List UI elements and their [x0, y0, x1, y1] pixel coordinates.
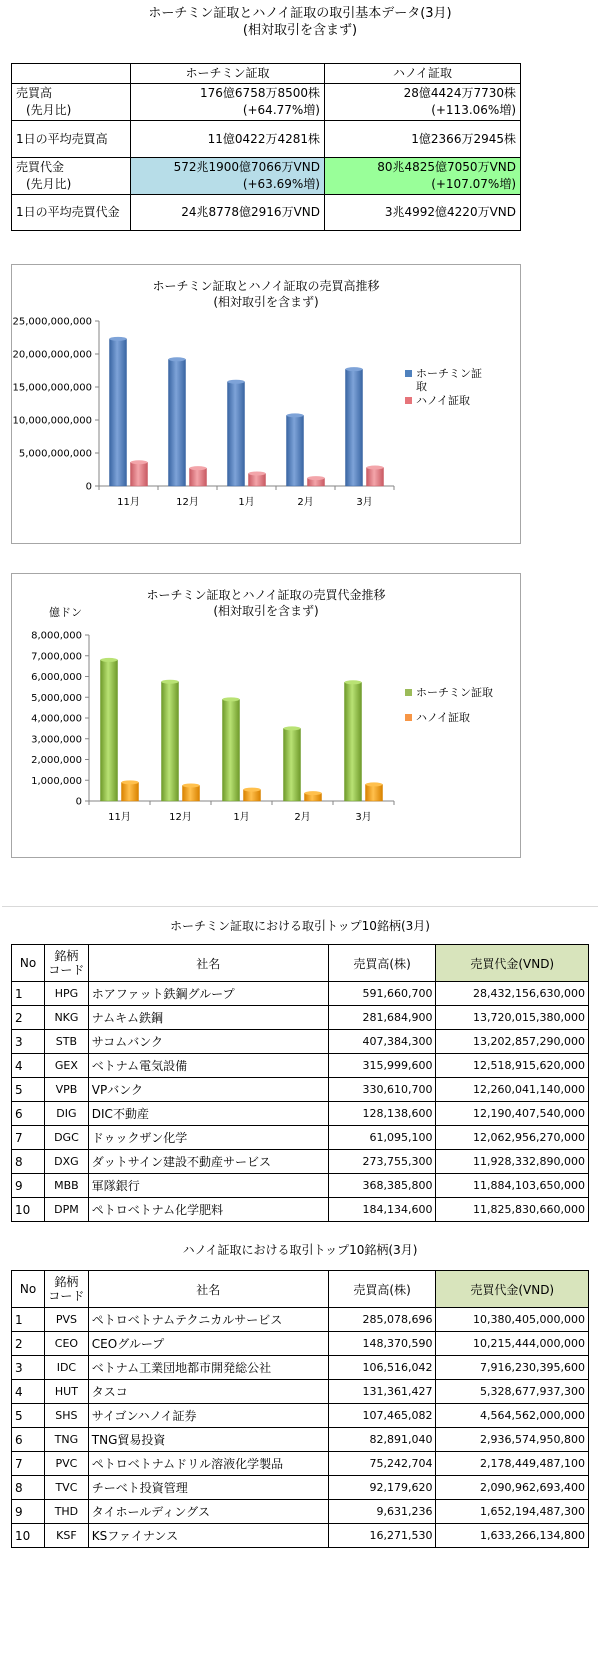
summary-table [11, 63, 521, 231]
bar-cap [169, 357, 186, 361]
legend-item-hcm [405, 686, 515, 699]
table-header-row [12, 945, 589, 982]
row-no: 10 [12, 1198, 45, 1222]
bar-cap [305, 791, 322, 795]
table-row [12, 1126, 589, 1150]
company-name-text: チーベト投資管理 [91, 1481, 188, 1495]
company-name-text: ペトロベトナム化学肥料 [91, 1203, 224, 1217]
row-company-name [88, 1126, 328, 1150]
row-code: DGC [45, 1126, 89, 1150]
bar [110, 339, 127, 486]
legend-item-hnx [405, 711, 515, 724]
table-row [12, 1428, 589, 1452]
company-name-text: ベトナム電気設備 [91, 1059, 188, 1073]
table-row [12, 982, 589, 1006]
header-name: 社名 [88, 1271, 328, 1308]
company-name-text: 軍隊銀行 [91, 1179, 140, 1193]
bar [183, 785, 200, 801]
bar-cap [346, 367, 363, 371]
row-company-name [88, 982, 328, 1006]
row-code: DIG [45, 1102, 89, 1126]
company-name-text: VPバンク [91, 1083, 143, 1097]
table-row [12, 1404, 589, 1428]
row-company-name [88, 1332, 328, 1356]
row-value: 4,564,562,000,000 [436, 1404, 589, 1428]
row-company-name [88, 1054, 328, 1078]
y-tick-label: 10,000,000,000 [12, 415, 92, 427]
header-no: No [12, 1271, 45, 1308]
bar-cap [308, 476, 325, 480]
table-row [12, 1174, 589, 1198]
row-company-name [88, 1078, 328, 1102]
cell-main: 176億6758万8500株 [200, 86, 320, 100]
row-no: 8 [12, 1476, 45, 1500]
row-no: 9 [12, 1174, 45, 1198]
bar [169, 359, 186, 486]
legend-item-hnx [405, 394, 485, 407]
table-row [12, 1524, 589, 1548]
row-company-name [88, 1102, 328, 1126]
row-value: 12,190,407,540,000 [436, 1102, 589, 1126]
header-code [45, 945, 89, 982]
company-name-text: ドゥックザン化学 [91, 1131, 188, 1145]
row-company-name [88, 1308, 328, 1332]
summary-row-label [12, 84, 131, 121]
row-volume: 131,361,427 [328, 1380, 436, 1404]
row-no: 5 [12, 1078, 45, 1102]
legend-item-hcm [405, 367, 485, 393]
x-tick-label: 11月 [108, 812, 131, 823]
summary-cell-hcm [131, 158, 325, 195]
table-row [12, 1308, 589, 1332]
row-no: 2 [12, 1332, 45, 1356]
hcm-top-table [11, 944, 589, 1222]
bar [223, 699, 240, 801]
x-tick-label: 2月 [294, 812, 311, 823]
row-value: 1,633,266,134,800 [436, 1524, 589, 1548]
row-volume: 128,138,600 [328, 1102, 436, 1126]
row-no: 4 [12, 1380, 45, 1404]
table-row [12, 1054, 589, 1078]
bar [345, 682, 362, 801]
row-code: KSF [45, 1524, 89, 1548]
cell-sub: (+113.06%増) [431, 103, 516, 117]
volume-chart [11, 264, 521, 544]
summary-cell-hnx [325, 84, 521, 121]
table-row [12, 1102, 589, 1126]
header-code-line1: 銘柄 [54, 1275, 79, 1289]
row-code: MBB [45, 1174, 89, 1198]
table-header-row [12, 1271, 589, 1308]
row-code: IDC [45, 1356, 89, 1380]
header-volume: 売買高(株) [328, 945, 436, 982]
row-volume: 75,242,704 [328, 1452, 436, 1476]
row-volume: 106,516,042 [328, 1356, 436, 1380]
legend-swatch-hcm [405, 689, 412, 696]
row-code: GEX [45, 1054, 89, 1078]
y-tick-label: 3,000,000 [31, 734, 82, 746]
cell-sub: (+64.77%増) [242, 103, 320, 117]
y-tick-label: 5,000,000,000 [18, 448, 92, 460]
y-tick-label: 20,000,000,000 [12, 349, 92, 361]
row-no: 4 [12, 1054, 45, 1078]
summary-header-hnx: ハノイ証取 [325, 64, 521, 84]
cell-main: 572兆1900億7066万VND [173, 160, 320, 174]
summary-cell-hcm: 24兆8778億2916万VND [131, 195, 325, 231]
value-chart-legend [405, 686, 515, 724]
row-value: 10,215,444,000,000 [436, 1332, 589, 1356]
x-tick-label: 11月 [117, 497, 140, 508]
row-code: THD [45, 1500, 89, 1524]
row-code: VPB [45, 1078, 89, 1102]
header-code-line2: コード [48, 963, 85, 977]
legend-swatch-hcm [405, 370, 412, 377]
bar-cap [287, 413, 304, 417]
bar-cap [244, 788, 261, 792]
row-volume: 407,384,300 [328, 1030, 436, 1054]
bar-cap [223, 697, 240, 701]
cell-main: 80兆4825億7050万VND [377, 160, 516, 174]
bar-cap [110, 337, 127, 341]
table-row [12, 1332, 589, 1356]
company-name-text: CEOグループ [91, 1337, 165, 1351]
bar-cap [367, 466, 384, 470]
bar-cap [131, 460, 148, 464]
row-volume: 273,755,300 [328, 1150, 436, 1174]
y-tick-label: 1,000,000 [31, 775, 82, 787]
row-value: 12,260,041,140,000 [436, 1078, 589, 1102]
row-company-name [88, 1500, 328, 1524]
y-tick-label: 5,000,000 [31, 692, 82, 704]
company-name-text: TNG貿易投資 [91, 1433, 166, 1447]
company-name-text: ダットサイン建設不動産サービス [91, 1155, 271, 1169]
bar-cap [162, 680, 179, 684]
y-tick-label: 0 [85, 481, 92, 493]
value-chart-unit: 億ドン [49, 606, 82, 619]
volume-chart-title-line2: (相対取引を含まず) [213, 295, 319, 309]
y-tick-label: 8,000,000 [31, 630, 82, 642]
row-label-sub: (先月比) [26, 103, 72, 117]
cell-main: 28億4424万7730株 [403, 86, 516, 100]
row-no: 5 [12, 1404, 45, 1428]
bar-cap [183, 783, 200, 787]
row-no: 1 [12, 982, 45, 1006]
row-value: 2,090,962,693,400 [436, 1476, 589, 1500]
row-code: HPG [45, 982, 89, 1006]
summary-cell-hcm [131, 84, 325, 121]
row-value: 12,062,956,270,000 [436, 1126, 589, 1150]
row-code: HUT [45, 1380, 89, 1404]
row-company-name [88, 1476, 328, 1500]
table-row [12, 1078, 589, 1102]
row-value: 11,884,103,650,000 [436, 1174, 589, 1198]
bar [162, 682, 179, 801]
row-value: 1,652,194,487,300 [436, 1500, 589, 1524]
cell-sub: (+107.07%増) [431, 177, 516, 191]
value-chart-title-line2: (相対取引を含まず) [213, 604, 319, 618]
y-tick-label: 0 [75, 796, 82, 808]
company-name-text: ベトナム工業団地都市開発総公社 [91, 1361, 272, 1375]
bar [284, 728, 301, 801]
bar [346, 369, 363, 486]
bar-cap [345, 680, 362, 684]
bar [101, 660, 118, 801]
row-no: 10 [12, 1524, 45, 1548]
row-volume: 315,999,600 [328, 1054, 436, 1078]
row-value: 12,518,915,620,000 [436, 1054, 589, 1078]
summary-title [0, 5, 600, 39]
row-company-name [88, 1524, 328, 1548]
bar [131, 462, 148, 486]
row-code: SHS [45, 1404, 89, 1428]
table-row [12, 1150, 589, 1174]
row-company-name [88, 1428, 328, 1452]
x-tick-label: 12月 [176, 497, 199, 508]
legend-label-hnx: ハノイ証取 [416, 711, 471, 724]
summary-title-line1: ホーチミン証取とハノイ証取の取引基本データ(3月) [148, 6, 452, 21]
row-value: 11,825,830,660,000 [436, 1198, 589, 1222]
row-company-name [88, 1150, 328, 1174]
row-company-name [88, 1030, 328, 1054]
row-volume: 330,610,700 [328, 1078, 436, 1102]
table-row [12, 1006, 589, 1030]
header-no: No [12, 945, 45, 982]
row-no: 8 [12, 1150, 45, 1174]
table-row [12, 1198, 589, 1222]
company-name-text: タイホールディングス [91, 1505, 210, 1519]
header-value: 売買代金(VND) [436, 945, 589, 982]
summary-row-label: 1日の平均売買代金 [12, 195, 131, 231]
header-volume: 売買高(株) [328, 1271, 436, 1308]
row-value: 5,328,677,937,300 [436, 1380, 589, 1404]
company-name-text: サイゴンハノイ証券 [91, 1409, 197, 1423]
row-volume: 281,684,900 [328, 1006, 436, 1030]
bar-cap [249, 471, 266, 475]
y-tick-label: 4,000,000 [31, 713, 82, 725]
summary-title-line2: (相対取引を含まず) [242, 23, 358, 38]
y-tick-label: 25,000,000,000 [12, 316, 92, 328]
row-code: NKG [45, 1006, 89, 1030]
table-row [12, 1380, 589, 1404]
row-volume: 82,891,040 [328, 1428, 436, 1452]
bar [228, 382, 245, 486]
hcm-top-title: ホーチミン証取における取引トップ10銘柄(3月) [170, 919, 430, 933]
row-no: 3 [12, 1030, 45, 1054]
row-company-name [88, 1174, 328, 1198]
bar-cap [366, 782, 383, 786]
company-name-text: DIC不動産 [91, 1107, 149, 1121]
header-code-line1: 銘柄 [54, 949, 79, 963]
row-volume: 107,465,082 [328, 1404, 436, 1428]
row-no: 1 [12, 1308, 45, 1332]
row-volume: 148,370,590 [328, 1332, 436, 1356]
row-company-name [88, 1452, 328, 1476]
row-volume: 285,078,696 [328, 1308, 436, 1332]
y-tick-label: 2,000,000 [31, 755, 82, 766]
x-tick-label: 1月 [238, 497, 255, 508]
legend-swatch-hnx [405, 397, 412, 404]
volume-chart-title-line1: ホーチミン証取とハノイ証取の売買高推移 [152, 279, 380, 293]
x-tick-label: 3月 [355, 812, 372, 823]
header-code-line2: コード [48, 1289, 85, 1303]
y-tick-label: 7,000,000 [31, 651, 82, 663]
row-volume: 61,095,100 [328, 1126, 436, 1150]
x-tick-label: 3月 [356, 497, 373, 508]
row-company-name [88, 1356, 328, 1380]
row-volume: 92,179,620 [328, 1476, 436, 1500]
summary-header-hcm: ホーチミン証取 [131, 64, 325, 84]
summary-cell-hnx: 3兆4992億4220万VND [325, 195, 521, 231]
row-code: DXG [45, 1150, 89, 1174]
bar-cap [190, 466, 207, 470]
x-tick-label: 12月 [169, 812, 192, 823]
legend-swatch-hnx [405, 714, 412, 721]
row-value: 28,432,156,630,000 [436, 982, 589, 1006]
row-volume: 9,631,236 [328, 1500, 436, 1524]
row-value: 2,936,574,950,800 [436, 1428, 589, 1452]
y-tick-label: 6,000,000 [31, 672, 82, 683]
row-company-name [88, 1006, 328, 1030]
row-value: 13,720,015,380,000 [436, 1006, 589, 1030]
row-volume: 184,134,600 [328, 1198, 436, 1222]
table-row [12, 1452, 589, 1476]
row-code: STB [45, 1030, 89, 1054]
company-name-text: ペトロベトナムテクニカルサービス [91, 1313, 283, 1327]
bar-cap [228, 380, 245, 384]
bar-cap [122, 780, 139, 784]
row-no: 9 [12, 1500, 45, 1524]
row-code: TNG [45, 1428, 89, 1452]
row-code: PVS [45, 1308, 89, 1332]
row-label-sub: (先月比) [26, 177, 72, 191]
row-no: 6 [12, 1428, 45, 1452]
row-no: 7 [12, 1126, 45, 1150]
company-name-text: ナムキム鉄鋼 [91, 1011, 164, 1025]
x-tick-label: 1月 [233, 812, 250, 823]
hnx-top-title: ハノイ証取における取引トップ10銘柄(3月) [182, 1243, 418, 1257]
header-name: 社名 [88, 945, 328, 982]
row-no: 6 [12, 1102, 45, 1126]
company-name-text: タスコ [91, 1385, 128, 1399]
summary-cell-hcm: 11億0422万4281株 [131, 121, 325, 158]
section-divider [2, 906, 598, 907]
row-value: 11,928,332,890,000 [436, 1150, 589, 1174]
row-code: TVC [45, 1476, 89, 1500]
bar-cap [284, 726, 301, 730]
hnx-top-table [11, 1270, 589, 1548]
value-chart-title-line1: ホーチミン証取とハノイ証取の売買代金推移 [146, 588, 386, 602]
company-name-text: サコムバンク [91, 1035, 164, 1049]
bar [287, 415, 304, 486]
legend-label-hcm: ホーチミン証取 [416, 367, 482, 393]
bar [122, 782, 139, 801]
bar-cap [101, 658, 118, 662]
row-value: 10,380,405,000,000 [436, 1308, 589, 1332]
table-row [12, 1476, 589, 1500]
summary-cell-hnx [325, 158, 521, 195]
row-value: 13,202,857,290,000 [436, 1030, 589, 1054]
table-row [12, 1500, 589, 1524]
row-volume: 16,271,530 [328, 1524, 436, 1548]
table-row [12, 1030, 589, 1054]
header-code [45, 1271, 89, 1308]
value-chart [11, 573, 521, 858]
row-code: PVC [45, 1452, 89, 1476]
company-name-text: ホアファット鉄鋼グループ [91, 987, 235, 1001]
row-company-name [88, 1380, 328, 1404]
summary-cell-hnx: 1億2366万2945株 [325, 121, 521, 158]
row-value: 2,178,449,487,100 [436, 1452, 589, 1476]
legend-label-hnx: ハノイ証取 [416, 394, 471, 407]
summary-row-label [12, 158, 131, 195]
hnx-top-body [12, 1308, 589, 1548]
cell-sub: (+63.69%増) [242, 177, 320, 191]
row-value: 7,916,230,395,600 [436, 1356, 589, 1380]
legend-label-hcm: ホーチミン証取 [416, 686, 493, 699]
bar [367, 468, 384, 486]
hcm-top-body [12, 982, 589, 1222]
summary-row-label: 1日の平均売買高 [12, 121, 131, 158]
row-company-name [88, 1198, 328, 1222]
row-volume: 591,660,700 [328, 982, 436, 1006]
y-tick-label: 15,000,000,000 [12, 382, 92, 394]
row-no: 3 [12, 1356, 45, 1380]
bar [190, 468, 207, 486]
header-value: 売買代金(VND) [436, 1271, 589, 1308]
row-no: 2 [12, 1006, 45, 1030]
summary-header-blank [12, 64, 131, 84]
table-row [12, 1356, 589, 1380]
row-label-main: 売買高 [16, 86, 53, 100]
row-company-name [88, 1404, 328, 1428]
x-tick-label: 2月 [297, 497, 314, 508]
row-code: DPM [45, 1198, 89, 1222]
company-name-text: ペトロベトナムドリル溶液化学製品 [91, 1457, 284, 1471]
row-no: 7 [12, 1452, 45, 1476]
row-volume: 368,385,800 [328, 1174, 436, 1198]
company-name-text: KSファイナンス [91, 1529, 179, 1543]
row-code: CEO [45, 1332, 89, 1356]
row-label-main: 売買代金 [16, 160, 65, 174]
volume-chart-legend [405, 367, 485, 407]
bar [366, 784, 383, 801]
